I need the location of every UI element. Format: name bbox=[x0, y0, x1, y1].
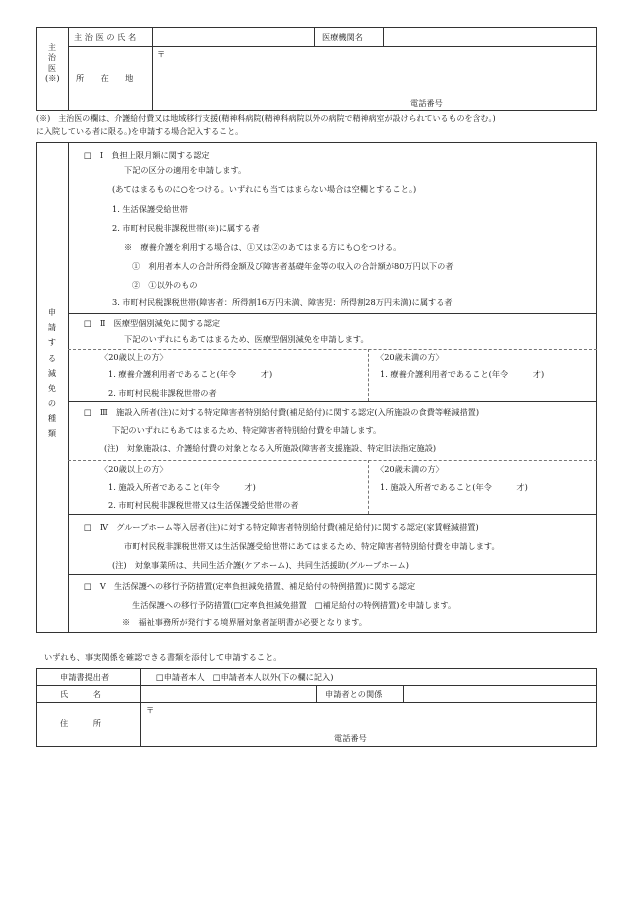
doctor-side-divider bbox=[68, 27, 69, 111]
sec1-line-1: 下記の区分の適用を申請します。 bbox=[124, 165, 247, 175]
submitter-options[interactable]: □申請者本人 □申請者本人以外(下の欄に記入) bbox=[156, 672, 334, 682]
doctor-label-divider bbox=[152, 27, 153, 111]
sec3-child-head: 〈20歳未満の方〉 bbox=[376, 464, 444, 474]
doctor-side-label: 主治医(※) bbox=[45, 42, 60, 83]
submitter-phone-label: 電話番号 bbox=[334, 733, 367, 743]
sec3-adult-item-1[interactable]: 1. 施設入所者であること(年令 才) bbox=[108, 482, 256, 492]
institution-value[interactable] bbox=[387, 30, 593, 44]
sec2-dashed-column bbox=[368, 349, 369, 401]
doctor-address-label: 所 在 地 bbox=[76, 73, 134, 83]
sec4-divider bbox=[68, 574, 597, 575]
relation-value[interactable] bbox=[407, 688, 593, 700]
sec2-dashed-divider bbox=[68, 349, 597, 350]
sec3-dashed-column bbox=[368, 460, 369, 514]
sec3-adult-head: 〈20歳以上の方〉 bbox=[100, 464, 168, 474]
doctor-name-label: 主 治 医 の 氏 名 bbox=[74, 32, 137, 42]
submitter-row-divider-2 bbox=[36, 702, 597, 703]
submitter-address-label: 住 所 bbox=[60, 718, 101, 728]
sec3-line-2: (注) 対象施設は、介護給付費の対象となる入所施設(障害者支援施設、特定旧法指定施設) bbox=[104, 443, 437, 453]
institution-label: 医療機関名 bbox=[322, 32, 363, 42]
reduction-side-label: 申請する減免の種類 bbox=[47, 307, 57, 439]
sec2-line-1: 下記のいずれにもあてはまるため、医療型個別減免を申請します。 bbox=[124, 334, 369, 344]
sec1-item-2[interactable]: 2. 市町村民税非課税世帯(※)に属する者 bbox=[112, 223, 260, 233]
sec1-choice-2[interactable]: ② ①以外のもの bbox=[132, 280, 198, 290]
sec1-divider bbox=[68, 313, 597, 314]
relation-label: 申請者との関係 bbox=[325, 689, 383, 699]
sec5-title[interactable]: □ Ⅴ 生活保護への移行予防措置(定率負担減免措置、補足給付の特例措置)に関する認定 bbox=[84, 581, 416, 591]
sec1-item-1[interactable]: 1. 生活保護受給世帯 bbox=[112, 204, 188, 214]
doctor-note-line-1: (※) 主治医の欄は、介護給付費又は地域移行支援(精神科病院(精神科病院以外の病院で精神病室が設けられているものを含む。) bbox=[36, 114, 496, 123]
relation-divider-right bbox=[403, 685, 404, 702]
sec1-title[interactable]: □ Ⅰ 負担上限月額に関する認定 bbox=[84, 150, 210, 160]
sec1-item-3[interactable]: 3. 市町村民税課税世帯(障害者：所得割16万円未満、障害児：所得割28万円未満)に属する者 bbox=[112, 297, 453, 307]
submitter-label-divider bbox=[140, 668, 141, 747]
sec3-adult-item-2[interactable]: 2. 市町村民税非課税世帯又は生活保護受給世帯の者 bbox=[108, 500, 299, 510]
sec3-child-item-1[interactable]: 1. 施設入所者であること(年令 才) bbox=[380, 482, 528, 492]
doctor-phone-label: 電話番号 bbox=[410, 98, 443, 108]
sec4-title[interactable]: □ Ⅳ グループホーム等入居者(注)に対する特定障害者特別給付費(補足給付)に関する認定(家賃軽減措置) bbox=[84, 522, 479, 532]
doctor-row-divider bbox=[68, 46, 597, 47]
submitter-postal-mark: 〒 bbox=[146, 705, 155, 715]
sec1-choice-1[interactable]: ① 利用者本人の合計所得金額及び障害者基礎年金等の収入の合計額が80万円以下の者 bbox=[132, 261, 454, 271]
sec4-line-1: 市町村民税非課税世帯又は生活保護受給世帯にあてはまるため、特定障害者特別給付費を申請します。 bbox=[124, 541, 500, 551]
doctor-name-value[interactable] bbox=[156, 30, 310, 44]
attach-note: いずれも、事実関係を確認できる書類を添付して申請すること。 bbox=[44, 652, 282, 662]
doctor-note-line-2: に入院している者に限る。)を申請する場合記入すること。 bbox=[36, 127, 244, 136]
sec2-adult-item-1[interactable]: 1. 療養介護利用者であること(年令 才) bbox=[108, 369, 273, 379]
doctor-postal-mark: 〒 bbox=[157, 49, 166, 59]
sec5-line-2: ※ 福祉事務所が発行する境界層対象者証明書が必要となります。 bbox=[122, 617, 367, 627]
submitter-label: 申請書提出者 bbox=[60, 672, 110, 682]
sec2-divider bbox=[68, 401, 597, 402]
submitter-name-value[interactable] bbox=[144, 688, 312, 700]
sec2-adult-item-2[interactable]: 2. 市町村民税非課税世帯の者 bbox=[108, 388, 217, 398]
sec3-line-1: 下記のいずれにもあてはまるため、特定障害者特別給付費を申請します。 bbox=[112, 425, 382, 435]
submitter-address-value[interactable] bbox=[160, 706, 590, 730]
sec2-title[interactable]: □ Ⅱ 医療型個別減免に関する認定 bbox=[84, 318, 221, 328]
doctor-institution-divider-right bbox=[383, 27, 384, 46]
doctor-address-value[interactable] bbox=[170, 50, 590, 95]
doctor-institution-divider-left bbox=[314, 27, 315, 46]
reduction-side-divider bbox=[68, 142, 69, 633]
sec4-line-2: (注) 対象事業所は、共同生活介護(ケアホーム)、共同生活援助(グループホーム) bbox=[112, 560, 409, 570]
sec1-line-2: (あてはまるものに○をつける。いずれにも当てはまらない場合は空欄とすること。) bbox=[112, 184, 417, 194]
sec2-child-head: 〈20歳未満の方〉 bbox=[376, 352, 444, 362]
submitter-name-label: 氏 名 bbox=[60, 689, 101, 699]
sec3-divider bbox=[68, 514, 597, 515]
sec3-title[interactable]: □ Ⅲ 施設入所者(注)に対する特定障害者特別給付費(補足給付)に関する認定(入所施設の食費等軽減措置) bbox=[84, 407, 480, 417]
sec3-dashed-divider bbox=[68, 460, 597, 461]
sec2-child-item-1[interactable]: 1. 療養介護利用者であること(年令 才) bbox=[380, 369, 545, 379]
sec2-adult-head: 〈20歳以上の方〉 bbox=[100, 352, 168, 362]
sec1-note: ※ 療養介護を利用する場合は、①又は②のあてはまる方にも○をつける。 bbox=[124, 242, 402, 252]
relation-divider-left bbox=[316, 685, 317, 702]
sec5-line-1[interactable]: 生活保護への移行予防措置(□定率負担減免措置 □補足給付の特例措置)を申請します。 bbox=[132, 600, 457, 610]
